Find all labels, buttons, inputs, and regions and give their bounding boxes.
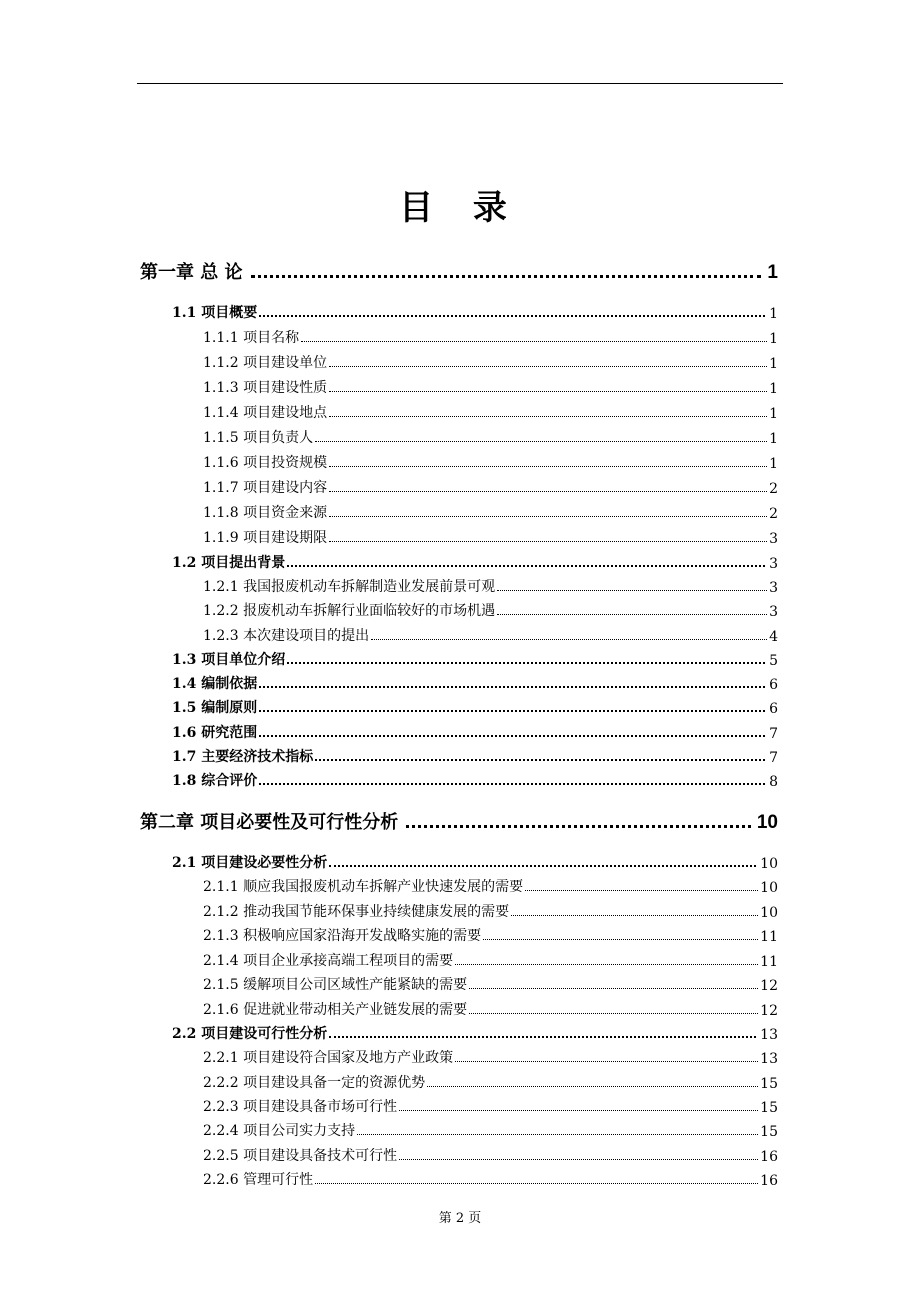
toc-entry-page: 1 xyxy=(769,306,778,322)
toc-dot-leader xyxy=(329,516,767,517)
toc-entry-label: 1.1.2 项目建设单位 xyxy=(203,355,328,371)
toc-entry-page: 4 xyxy=(769,629,778,645)
toc-section-entry[interactable] xyxy=(172,302,778,322)
toc-entry-label: 2.2.4 项目公司实力支持 xyxy=(203,1123,356,1139)
toc-dot-leader xyxy=(259,735,765,737)
toc-entry-label: 第二章 项目必要性及可行性分析 xyxy=(140,812,399,833)
toc-entry-page: 1 xyxy=(769,356,778,372)
toc-entry-label: 1.7 主要经济技术指标 xyxy=(172,749,314,765)
toc-subsection-entry[interactable] xyxy=(203,402,778,422)
toc-entry-label: 1.5 编制原则 xyxy=(172,700,258,716)
toc-subsection-entry[interactable] xyxy=(203,1096,778,1116)
toc-subsection-entry[interactable] xyxy=(203,1072,778,1092)
toc-section-entry[interactable] xyxy=(172,770,778,790)
toc-dot-leader xyxy=(469,1013,758,1014)
toc-entry-page: 15 xyxy=(760,1076,778,1092)
toc-entry-label: 1.1.7 项目建设内容 xyxy=(203,480,328,496)
toc-entry-page: 12 xyxy=(760,978,778,994)
toc-entry-page: 11 xyxy=(760,929,778,945)
toc-entry-label: 1.8 综合评价 xyxy=(172,773,258,789)
toc-entry-page: 3 xyxy=(769,604,778,620)
toc-entry-page: 1 xyxy=(769,381,778,397)
toc-dot-leader xyxy=(371,639,767,640)
toc-entry-label: 2.1.6 促进就业带动相关产业链发展的需要 xyxy=(203,1002,468,1018)
toc-dot-leader xyxy=(329,416,767,417)
toc-entry-label: 2.1 项目建设必要性分析 xyxy=(172,855,328,871)
toc-dot-leader xyxy=(399,1110,758,1111)
toc-entry-label: 1.1.9 项目建设期限 xyxy=(203,530,328,546)
toc-entry-label: 2.2.3 项目建设具备市场可行性 xyxy=(203,1099,398,1115)
toc-subsection-entry[interactable] xyxy=(203,1120,778,1140)
toc-subsection-entry[interactable] xyxy=(203,352,778,372)
toc-entry-label: 第一章 总 论 xyxy=(140,262,243,283)
toc-entry-label: 2.1.2 推动我国节能环保事业持续健康发展的需要 xyxy=(203,904,510,920)
toc-entry-label: 1.2 项目提出背景 xyxy=(172,555,286,571)
toc-entry-page: 6 xyxy=(769,677,778,693)
toc-entry-page: 10 xyxy=(760,856,778,872)
toc-entry-label: 1.2.3 本次建设项目的提出 xyxy=(203,628,370,644)
toc-dot-leader xyxy=(329,491,767,492)
toc-dot-leader xyxy=(497,590,767,591)
toc-dot-leader xyxy=(525,890,758,891)
toc-subsection-entry[interactable] xyxy=(203,1047,778,1067)
toc-dot-leader xyxy=(406,825,751,828)
toc-dot-leader xyxy=(287,565,765,567)
toc-dot-leader xyxy=(259,315,765,317)
toc-section-entry[interactable] xyxy=(172,852,778,872)
toc-entry-page: 6 xyxy=(769,701,778,717)
toc-subsection-entry[interactable] xyxy=(203,999,778,1019)
toc-dot-leader xyxy=(329,865,756,867)
toc-entry-label: 1.1.8 项目资金来源 xyxy=(203,505,328,521)
toc-entry-label: 1.1.3 项目建设性质 xyxy=(203,380,328,396)
toc-entry-label: 1.1.5 项目负责人 xyxy=(203,430,314,446)
toc-entry-label: 2.2.6 管理可行性 xyxy=(203,1172,314,1188)
toc-dot-leader xyxy=(497,614,767,615)
toc-entry-label: 2.1.5 缓解项目公司区域性产能紧缺的需要 xyxy=(203,977,468,993)
toc-entry-page: 16 xyxy=(760,1173,778,1189)
page-number-footer: 第 2 页 xyxy=(438,1211,482,1226)
toc-subsection-entry[interactable] xyxy=(203,327,778,347)
toc-entry-page: 7 xyxy=(769,726,778,742)
toc-chapter-entry[interactable] xyxy=(140,806,778,834)
toc-dot-leader xyxy=(399,1159,758,1160)
toc-subsection-entry[interactable] xyxy=(203,950,778,970)
toc-entry-page: 15 xyxy=(760,1124,778,1140)
toc-subsection-entry[interactable] xyxy=(203,1169,778,1189)
toc-dot-leader xyxy=(427,1086,758,1087)
toc-entry-page: 1 xyxy=(769,406,778,422)
toc-entry-page: 13 xyxy=(760,1051,778,1067)
toc-dot-leader xyxy=(329,391,767,392)
toc-entry-page: 10 xyxy=(756,812,778,833)
toc-entry-label: 1.1.4 项目建设地点 xyxy=(203,405,328,421)
toc-entry-page: 15 xyxy=(760,1100,778,1116)
toc-dot-leader xyxy=(329,1036,756,1038)
toc-section-entry[interactable] xyxy=(172,746,778,766)
toc-entry-page: 1 xyxy=(769,431,778,447)
toc-entry-label: 2.2.2 项目建设具备一定的资源优势 xyxy=(203,1075,426,1091)
toc-entry-label: 2.1.1 顺应我国报废机动车拆解产业快速发展的需要 xyxy=(203,879,524,895)
toc-entry-label: 2.1.4 项目企业承接高端工程项目的需要 xyxy=(203,953,454,969)
toc-subsection-entry[interactable] xyxy=(203,452,778,472)
toc-entry-label: 1.4 编制依据 xyxy=(172,676,258,692)
toc-section-entry[interactable] xyxy=(172,673,778,693)
toc-section-entry[interactable] xyxy=(172,552,778,572)
toc-dot-leader xyxy=(315,441,767,442)
toc-entry-label: 1.3 项目单位介绍 xyxy=(172,652,286,668)
toc-subsection-entry[interactable] xyxy=(203,502,778,522)
toc-entry-page: 7 xyxy=(769,750,778,766)
toc-section-entry[interactable] xyxy=(172,649,778,669)
toc-subsection-entry[interactable] xyxy=(203,600,778,620)
toc-entry-label: 1.2.1 我国报废机动车拆解制造业发展前景可观 xyxy=(203,579,496,595)
toc-dot-leader xyxy=(483,939,758,940)
toc-entry-page: 13 xyxy=(760,1027,778,1043)
toc-entry-label: 1.1.1 项目名称 xyxy=(203,330,300,346)
toc-section-entry[interactable] xyxy=(172,697,778,717)
toc-title: 目 录 xyxy=(399,188,521,228)
toc-subsection-entry[interactable] xyxy=(203,876,778,896)
toc-subsection-entry[interactable] xyxy=(203,527,778,547)
toc-entry-page: 1 xyxy=(769,456,778,472)
toc-entry-label: 2.2.5 项目建设具备技术可行性 xyxy=(203,1148,398,1164)
toc-entry-page: 5 xyxy=(769,653,778,669)
toc-dot-leader xyxy=(301,341,767,342)
toc-dot-leader xyxy=(259,686,765,688)
toc-dot-leader xyxy=(329,466,767,467)
toc-entry-page: 3 xyxy=(769,556,778,572)
toc-subsection-entry[interactable] xyxy=(203,974,778,994)
toc-subsection-entry[interactable] xyxy=(203,576,778,596)
toc-dot-leader xyxy=(287,662,765,664)
toc-entry-page: 2 xyxy=(769,506,778,522)
toc-entry-page: 12 xyxy=(760,1003,778,1019)
toc-section-entry[interactable] xyxy=(172,722,778,742)
toc-entry-page: 10 xyxy=(760,905,778,921)
toc-subsection-entry[interactable] xyxy=(203,625,778,645)
toc-dot-leader xyxy=(511,915,758,916)
toc-entry-label: 1.6 研究范围 xyxy=(172,725,258,741)
toc-dot-leader xyxy=(469,988,758,989)
toc-dot-leader xyxy=(315,759,765,761)
toc-entry-page: 2 xyxy=(769,481,778,497)
toc-dot-leader xyxy=(357,1134,758,1135)
toc-dot-leader xyxy=(259,710,765,712)
toc-dot-leader xyxy=(455,1061,758,1062)
toc-subsection-entry[interactable] xyxy=(203,1145,778,1165)
toc-entry-page: 8 xyxy=(769,774,778,790)
toc-chapter-entry[interactable] xyxy=(140,256,778,284)
toc-subsection-entry[interactable] xyxy=(203,477,778,497)
toc-subsection-entry[interactable] xyxy=(203,925,778,945)
header-rule xyxy=(137,83,783,84)
toc-dot-leader xyxy=(329,366,767,367)
toc-entry-label: 1.1 项目概要 xyxy=(172,305,258,321)
toc-entry-page: 1 xyxy=(767,262,778,283)
toc-section-entry[interactable] xyxy=(172,1023,778,1043)
toc-entry-page: 3 xyxy=(769,531,778,547)
toc-dot-leader xyxy=(315,1183,758,1184)
toc-subsection-entry[interactable] xyxy=(203,427,778,447)
toc-entry-label: 2.2 项目建设可行性分析 xyxy=(172,1026,328,1042)
toc-dot-leader xyxy=(251,275,762,278)
toc-dot-leader xyxy=(329,541,767,542)
toc-dot-leader xyxy=(455,964,758,965)
toc-subsection-entry[interactable] xyxy=(203,377,778,397)
toc-entry-page: 16 xyxy=(760,1149,778,1165)
toc-entry-label: 1.1.6 项目投资规模 xyxy=(203,455,328,471)
toc-entry-label: 2.2.1 项目建设符合国家及地方产业政策 xyxy=(203,1050,454,1066)
toc-entry-label: 2.1.3 积极响应国家沿海开发战略实施的需要 xyxy=(203,928,482,944)
toc-entry-page: 11 xyxy=(760,954,778,970)
toc-subsection-entry[interactable] xyxy=(203,901,778,921)
toc-entry-page: 3 xyxy=(769,580,778,596)
toc-dot-leader xyxy=(259,783,765,785)
toc-entry-label: 1.2.2 报废机动车拆解行业面临较好的市场机遇 xyxy=(203,603,496,619)
toc-entry-page: 10 xyxy=(760,880,778,896)
toc-entry-page: 1 xyxy=(769,331,778,347)
